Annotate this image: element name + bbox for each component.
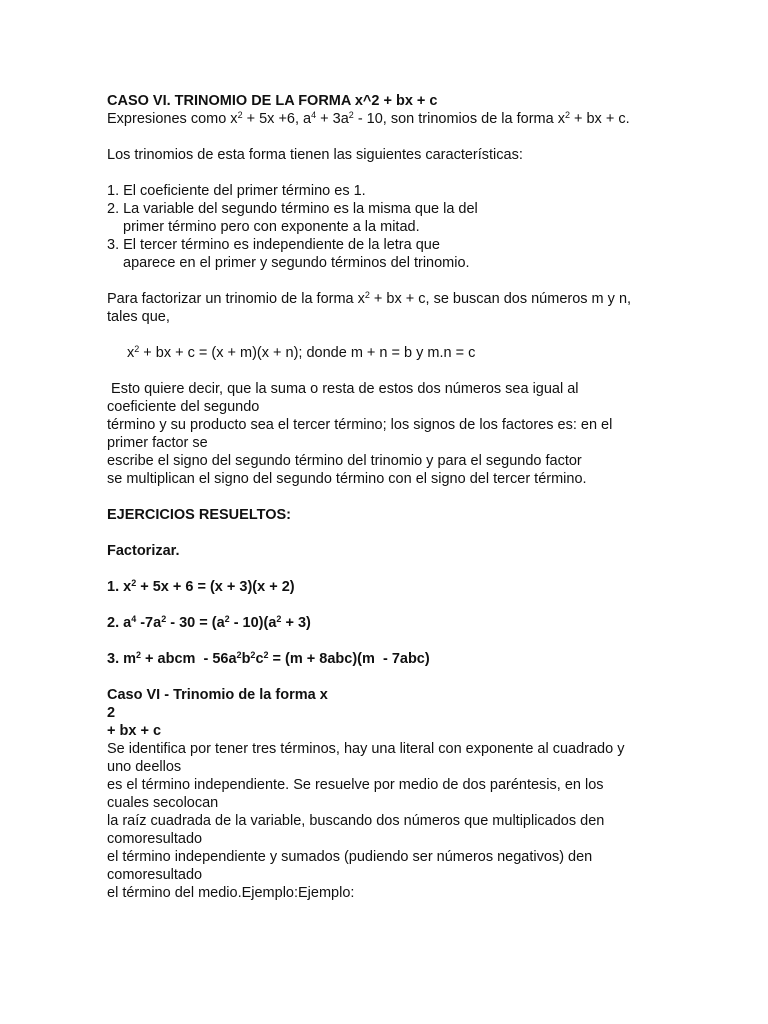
second-section-line: Se identifica por tener tres términos, hay una literal con exponente al cuadrado y (107, 741, 625, 757)
explanation-line: primer factor se (107, 435, 208, 451)
exponent: 2 (134, 344, 140, 354)
intro-text: Expresiones como x (107, 111, 238, 127)
exponent: 4 (311, 110, 317, 120)
exercise-text: -7a (136, 615, 162, 631)
second-section-line: cuales secolocan (107, 795, 219, 811)
list-item: 3. El tercer término es independiente de la letra que (107, 237, 440, 253)
exercise-1 (107, 578, 667, 596)
exercise-text: 1. x (107, 579, 132, 595)
exponent: 2 (263, 650, 269, 660)
exponent: 2 (224, 614, 230, 624)
exponent: 2 (364, 290, 370, 300)
list-item: 1. El coeficiente del primer término es 1. (107, 183, 366, 199)
intro-text: - 10, son trinomios de la forma x (353, 111, 565, 127)
exercise-text: 2. a (107, 615, 132, 631)
list-item: 2. La variable del segundo término es la misma que la del (107, 201, 478, 217)
second-section-line: comoresultado (107, 831, 203, 847)
exponent: 2 (161, 614, 167, 624)
page-title: CASO VI. TRINOMIO DE LA FORMA x^2 + bx + c (107, 93, 438, 109)
explanation-line: se multiplican el signo del segundo término con el signo del tercer término. (107, 471, 587, 487)
exponent: 2 (136, 650, 142, 660)
second-section-title-exponent: 2 (107, 705, 116, 721)
exponent: 4 (131, 614, 137, 624)
list-item-continuation: primer término pero con exponente a la mitad. (123, 219, 420, 235)
second-section-line: es el término independiente. Se resuelve por medio de dos paréntesis, en los (107, 777, 604, 793)
second-section-line: comoresultado (107, 867, 203, 883)
exercise-text: + abcm - 56a (141, 651, 237, 667)
exponent: 2 (131, 578, 137, 588)
exercise-2 (107, 614, 667, 632)
formula-text: + bx + c = (x + m)(x + n); donde m + n = b y m.n = c (139, 345, 476, 361)
second-section-line: el término independiente y sumados (pudiendo ser números negativos) den (107, 849, 593, 865)
exercise-text: - 10)(a (229, 615, 277, 631)
exponent: 2 (564, 110, 570, 120)
explanation-line: coeficiente del segundo (107, 399, 260, 415)
exercise-text: - 30 = (a (166, 615, 225, 631)
second-section-title-rest: + bx + c (107, 723, 162, 739)
second-section-line: la raíz cuadrada de la variable, buscando dos números que multiplicados den (107, 813, 605, 829)
exercise-text: + 3) (281, 615, 311, 631)
exponent: 2 (348, 110, 354, 120)
factor-intro-text: + bx + c, se buscan dos números m y n, (369, 291, 632, 307)
intro-text: + 5x +6, a (242, 111, 312, 127)
explanation-line: escribe el signo del segundo término del trinomio y para el segundo factor (107, 453, 582, 469)
second-section-title: Caso VI - Trinomio de la forma x (107, 687, 328, 703)
exponent: 2 (250, 650, 256, 660)
intro-paragraph (107, 110, 667, 128)
exercise-text: + 5x + 6 = (x + 3)(x + 2) (136, 579, 295, 595)
characteristics-heading: Los trinomios de esta forma tienen las siguientes características: (107, 147, 523, 163)
explanation-line: término y su producto sea el tercer término; los signos de los factores es: en el (107, 417, 613, 433)
formula (107, 344, 667, 362)
factor-intro-line2: tales que, (107, 309, 170, 325)
intro-text: + 3a (316, 111, 349, 127)
explanation-line: Esto quiere decir, que la suma o resta de estos dos números sea igual al (107, 381, 579, 397)
formula-text: x (127, 345, 135, 361)
exercise-text: = (m + 8abc)(m - 7abc) (268, 651, 430, 667)
exercise-3 (107, 650, 667, 668)
factorize-heading: Factorizar. (107, 543, 180, 559)
second-section-line: el término del medio.Ejemplo:Ejemplo: (107, 885, 355, 901)
exercise-text: 3. m (107, 651, 137, 667)
exercise-text: b (241, 651, 251, 667)
exponent: 2 (237, 110, 243, 120)
second-section-line: uno deellos (107, 759, 182, 775)
exponent: 2 (236, 650, 242, 660)
list-item-continuation: aparece en el primer y segundo términos del trinomio. (123, 255, 470, 271)
intro-text: + bx + c. (569, 111, 630, 127)
solved-heading: EJERCICIOS RESUELTOS: (107, 507, 291, 523)
document-page (107, 92, 667, 902)
exponent: 2 (276, 614, 282, 624)
exercise-text: c (255, 651, 264, 667)
factor-intro (107, 290, 667, 308)
factor-intro-text: Para factorizar un trinomio de la forma x (107, 291, 365, 307)
